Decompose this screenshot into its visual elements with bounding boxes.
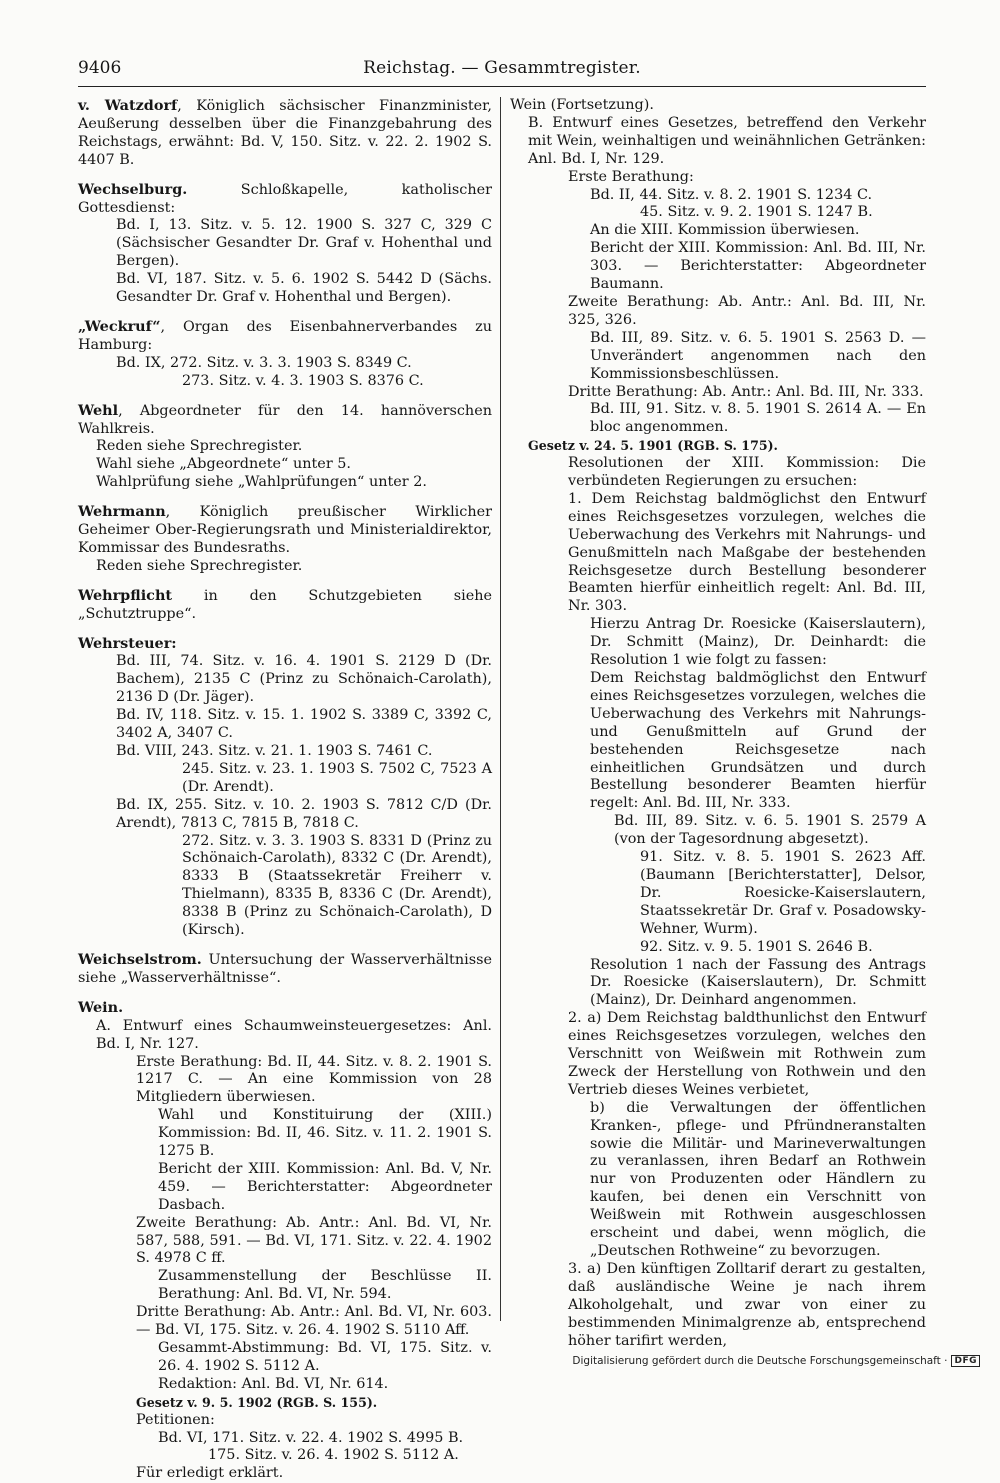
index-line: Bericht der XIII. Kommission: Anl. Bd. V, Nr. 459. — Berichterstatter: Abgeordneter Dasbach. [158, 1160, 492, 1213]
index-line: Bd. VI, 187. Sitz. v. 5. 6. 1902 S. 5442 D (Sächs. Gesandter Dr. Graf v. Hohenthal und Bergen). [116, 271, 492, 306]
headword: Wechselburg. [78, 180, 188, 198]
index-line: „Weckruf“, Organ des Eisenbahnerverbandes zu Hamburg: [78, 317, 492, 353]
dfg-logo: DFG [951, 1355, 980, 1367]
headword: v. Watzdorf [78, 97, 178, 114]
index-line: Zweite Berathung: Ab. Antr.: Anl. Bd. III, Nr. 325, 326. [568, 293, 926, 328]
index-line: Wahl siehe „Abgeordnete“ unter 5. [96, 456, 352, 473]
index-line: 175. Sitz. v. 26. 4. 1902 S. 5112 A. [208, 1447, 459, 1464]
index-line: Wehrmann, Königlich preußischer Wirklicher Geheimer Ober-Regierungsrath und Ministerialdirektor, Kommissar des Bundesraths. [78, 503, 492, 556]
index-line: Bd. IX, 272. Sitz. v. 3. 3. 1903 S. 8349 C. [116, 354, 412, 371]
index-line: Reden siehe Sprechregister. [96, 438, 303, 455]
page-number: 9406 [78, 58, 122, 78]
index-line: Bericht der XIII. Kommission: Anl. Bd. III, Nr. 303. — Berichterstatter: Abgeordneter Baumann. [590, 240, 926, 293]
index-line: Bd. III, 89. Sitz. v. 6. 5. 1901 S. 2563 D. — Unverändert angenommen nach den Kommissionsbeschlüssen. [590, 329, 926, 382]
index-line: Resolution 1 nach der Fassung des Antrags Dr. Roesicke (Kaiserslautern), Dr. Schmitt (Mainz), Dr. Deinhard angenommen. [590, 956, 926, 1009]
index-line: Dritte Berathung: Ab. Antr.: Anl. Bd. III, Nr. 333. [568, 383, 924, 400]
index-line: Redaktion: Anl. Bd. VI, Nr. 614. [158, 1375, 389, 1392]
index-line: Gesetz v. 9. 5. 1902 (RGB. S. 155). [136, 1394, 378, 1410]
index-line: A. Entwurf eines Schaumweinsteuergesetzes: Anl. Bd. I, Nr. 127. [96, 1017, 492, 1052]
index-line: Bd. VI, 171. Sitz. v. 22. 4. 1902 S. 4995 B. [158, 1429, 464, 1446]
index-line: Dem Reichstag baldmöglichst den Entwurf eines Reichsgesetzes vorzulegen, welches die Ueberwachung des Verkehrs mit Nahrungs- und Genußmitteln auf Grund der bestehenden Reichsgesetze nach einheitlichen Grundsätzen und durch Bestellung besonderer Beamten hierfür regelt: Anl. Bd. III, Nr. 333. [590, 670, 926, 812]
header-rule [78, 86, 926, 87]
headword: Wehrpflicht [78, 586, 173, 604]
index-line: Gesetz v. 24. 5. 1901 (RGB. S. 175). [528, 438, 778, 454]
index-line: Bd. III, 74. Sitz. v. 16. 4. 1901 S. 2129 D (Dr. Bachem), 2135 C (Prinz zu Schönaich-Carolath), 2136 D (Dr. Jäger). [116, 653, 492, 706]
index-line: v. Watzdorf, Königlich sächsischer Finanzminister, Aeußerung desselben über die Finanzgebahrung des Reichstags, erwähnt: Bd. V, 150. Sitz. v. 22. 2. 1902 S. 4407 B. [78, 97, 492, 168]
index-line [78, 999, 492, 1018]
footer-credit: Digitalisierung gefördert durch die Deutsche Forschungsgemeinschaft · [572, 1355, 948, 1367]
index-line: Erste Berathung: [568, 168, 694, 185]
headword: Wehrmann [78, 503, 166, 521]
index-line: Für erledigt erklärt. [136, 1465, 284, 1482]
index-line: Resolutionen der XIII. Kommission: Die verbündeten Regierungen zu ersuchen: [568, 455, 926, 490]
index-line: An die XIII. Kommission überwiesen. [590, 222, 860, 239]
index-line: Bd. IV, 118. Sitz. v. 15. 1. 1902 S. 3389 C, 3392 C, 3402 A, 3407 C. [116, 707, 492, 742]
page-header [78, 58, 926, 84]
index-line: B. Entwurf eines Gesetzes, betreffend den Verkehr mit Wein, weinhaltigen und weinähnlichen Getränken: Anl. Bd. I, Nr. 129. [528, 114, 926, 167]
index-line: Zweite Berathung: Ab. Antr.: Anl. Bd. VI, Nr. 587, 588, 591. — Bd. VI, 171. Sitz. v. 22. 4. 1902 S. 4978 C ff. [136, 1214, 492, 1267]
index-line: Hierzu Antrag Dr. Roesicke (Kaiserslautern), Dr. Schmitt (Mainz), Dr. Deinhardt: die Resolution 1 wie folgt zu fassen: [590, 616, 926, 669]
left-column [78, 97, 492, 1482]
headword: Wehrsteuer: [78, 634, 177, 652]
index-line: 273. Sitz. v. 4. 3. 1903 S. 8376 C. [182, 372, 424, 389]
index-line: Wehl, Abgeordneter für den 14. hannöverschen Wahlkreis. [78, 401, 492, 437]
index-line: 3. a) Den künftigen Zolltarif derart zu gestalten, daß ausländische Weine je nach ihrem Alkoholgehalt, und zwar von einer zu bestimmenden Minimalgrenze ab, entsprechend höher tarifirt werden, [568, 1260, 926, 1349]
index-line: 245. Sitz. v. 23. 1. 1903 S. 7502 C, 7523 A (Dr. Arendt). [182, 760, 492, 795]
index-line: Wehrpflicht in den Schutzgebieten siehe „Schutztruppe“. [78, 586, 492, 622]
column-divider [500, 97, 501, 1321]
index-line: b) die Verwaltungen der öffentlichen Kranken-, pflege- und Pfründneranstalten sowie die Militär- und Marineverwaltungen zu veranlassen, ihren Bedarf an Rothwein nur von Produzenten oder Händlern zu kaufen, bei denen ein Verschnitt von Weißwein mit Rothwein ausgeschlossen erscheint und dabei, wenn möglich, die „Deutschen Rothweine“ zu bevorzugen. [590, 1099, 926, 1259]
index-line: 272. Sitz. v. 3. 3. 1903 S. 8331 D (Prinz zu Schönaich-Carolath), 8332 C (Dr. Arendt), 8333 B (Staatssekretär Freiherr v. Thielmann), 8335 B, 8336 C (Dr. Arendt), 8338 B (Prinz zu Schönaich-Carolath), D (Kirsch). [182, 832, 492, 939]
right-column [510, 97, 926, 1349]
footer [572, 1355, 980, 1367]
index-line [78, 635, 492, 654]
index-line: 1. Dem Reichstag baldmöglichst den Entwurf eines Reichsgesetzes vorzulegen, welches die Ueberwachung des Verkehrs mit Nahrungs- und Genußmitteln nach Maßgabe der bestehenden Reichsgesetze durch Bestellung besonderer Beamten hierfür einheitlich regelt: Anl. Bd. III, Nr. 303. [568, 490, 926, 615]
index-line: Weichselstrom. Untersuchung der Wasserverhältnisse siehe „Wasserverhältnisse“. [78, 950, 492, 986]
index-line: Bd. IX, 255. Sitz. v. 10. 2. 1903 S. 7812 C/D (Dr. Arendt), 7813 C, 7815 B, 7818 C. [116, 796, 492, 831]
index-line: Bd. III, 91. Sitz. v. 8. 5. 1901 S. 2614 A. — En bloc angenommen. [590, 401, 926, 436]
index-line: 92. Sitz. v. 9. 5. 1901 S. 2646 B. [640, 938, 873, 955]
index-line: Wein (Fortsetzung). [510, 97, 654, 113]
index-line: 91. Sitz. v. 8. 5. 1901 S. 2623 Aff. (Baumann [Berichterstatter], Delsor, Dr. Roesicke-Kaiserslautern, Staatssekretär Dr. Graf v. Posadowsky-Wehner, Wurm). [640, 849, 926, 937]
index-line: Bd. I, 13. Sitz. v. 5. 12. 1900 S. 327 C, 329 C (Sächsischer Gesandter Dr. Graf v. Hohenthal und Bergen). [116, 217, 492, 270]
index-line: Petitionen: [136, 1411, 215, 1428]
index-line: Bd. VIII, 243. Sitz. v. 21. 1. 1903 S. 7461 C. [116, 743, 433, 759]
headword: Wein. [78, 998, 124, 1016]
index-line: Dritte Berathung: Ab. Antr.: Anl. Bd. VI, Nr. 603. — Bd. VI, 175. Sitz. v. 26. 4. 1902 S. 5110 Aff. [136, 1304, 492, 1339]
index-line: Reden siehe Sprechregister. [96, 557, 303, 574]
index-line: Wahlprüfung siehe „Wahlprüfungen“ unter 2. [96, 474, 427, 491]
index-line: Bd. III, 89. Sitz. v. 6. 5. 1901 S. 2579 A (von der Tagesordnung abgesetzt). [614, 813, 926, 848]
index-line: Zusammenstellung der Beschlüsse II. Berathung: Anl. Bd. VI, Nr. 594. [158, 1268, 492, 1303]
headword: „Weckruf“ [78, 317, 161, 335]
index-line: Erste Berathung: Bd. II, 44. Sitz. v. 8. 2. 1901 S. 1217 C. — An eine Kommission von 28 Mitgliedern überwiesen. [136, 1053, 492, 1106]
index-line: 2. a) Dem Reichstag baldthunlichst den Entwurf eines Reichsgesetzes vorzulegen, welches den Verschnitt von Weißwein mit Rothwein zum Zweck der Herstellung von Rothwein und den Vertrieb dieses Weines verbietet, [568, 1010, 926, 1098]
headword: Wehl [78, 401, 119, 419]
index-line: 45. Sitz. v. 9. 2. 1901 S. 1247 B. [640, 204, 873, 221]
index-line: Bd. II, 44. Sitz. v. 8. 2. 1901 S. 1234 C. [590, 186, 873, 203]
headword: Weichselstrom. [78, 950, 202, 968]
index-line: Gesammt-Abstimmung: Bd. VI, 175. Sitz. v. 26. 4. 1902 S. 5112 A. [158, 1340, 492, 1374]
index-line: Wechselburg. Schloßkapelle, katholischer Gottesdienst: [78, 180, 492, 216]
running-head: Reichstag. — Gesammtregister. [363, 58, 641, 78]
index-line: Wahl und Konstituirung der (XIII.) Kommission: Bd. II, 46. Sitz. v. 11. 2. 1901 S. 1275 B. [158, 1107, 492, 1160]
